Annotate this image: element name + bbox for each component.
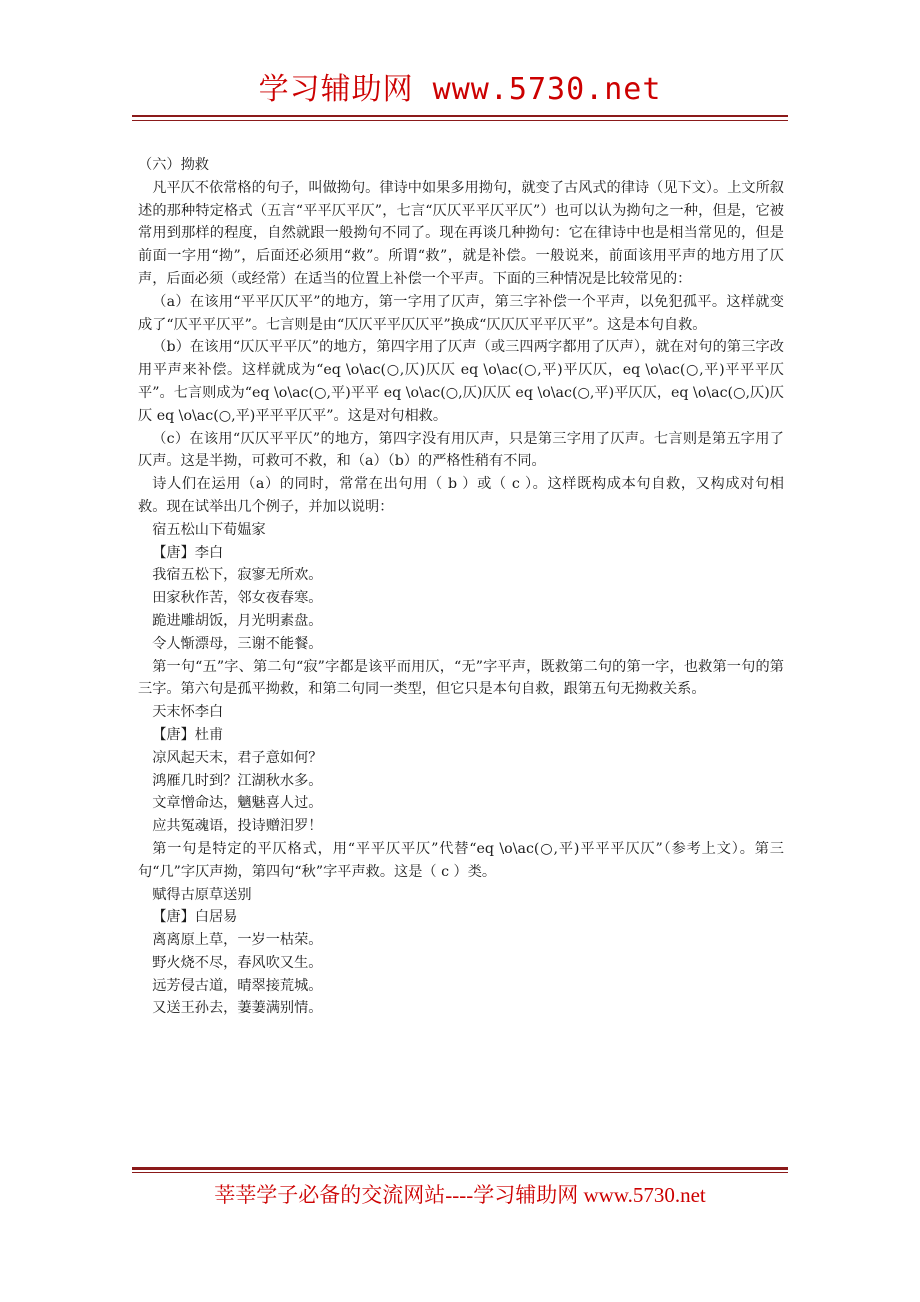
paragraph: 令人惭漂母，三谢不能餐。 (152, 635, 323, 652)
document-body (138, 154, 784, 1020)
page-footer: 莘莘学子必备的交流网站----学习辅助网 www.5730.net (214, 1183, 706, 1207)
paragraph: 应共冤魂语，投诗赠汨罗！ (152, 818, 323, 835)
paragraph: （c）在该用“仄仄平平仄”的地方，第四字没有用仄声，只是第三字用了仄声。七言则是第五字用了 仄声。这是半拗，可救可不救，和（a）（b）的严格性稍有不同。 (138, 430, 784, 470)
paragraph: 凡平仄不依常格的句子，叫做拗句。律诗中如果多用拗句，就变了古风式的律诗（见下文）。上文所叙述的那种特定格式（五言“平平仄平仄”，七言“仄仄平平仄平仄”）也可以认为拗句之一种，但是，它被常用到那样的程度，自然就跟一般拗句不同了。现在再谈几种拗句：它在律诗中也是相当常见的，但是前面一字用“拗”，后面还必须用“救”。所谓“救”，就是补偿。一般说来，前面该用平声的地方用了仄声，后面必须（或经常）在适当的位置上补偿一个平声。下面的三种情况是比较常见的： (138, 179, 784, 287)
paragraph: （a）在该用“平平仄仄平”的地方，第一字用了仄声，第三字补偿一个平声，以免犯孤平。这样就变成了“仄平平仄平”。七言则是由“仄仄平平仄仄平”换成“仄仄仄平平仄平”。这是本句自救。 (138, 293, 784, 333)
paragraph: 离离原上草，一岁一枯荣。 (152, 932, 323, 949)
paragraph: 宿五松山下荀媪家 (152, 521, 266, 538)
header-divider (132, 115, 788, 117)
header-divider-thin (132, 120, 788, 121)
paragraph: 远芳侵古道，晴翠接荒城。 (152, 977, 323, 994)
paragraph: 天末怀李白 (152, 704, 224, 721)
paragraph: 第一句是特定的平仄格式，用“平平仄平仄”代替“eq \o\ac(○,平)平平平仄仄”（参考上文）。第三句“几”字仄声拗，第四句“秋”字平声救。这是（ c ）类。 (138, 840, 784, 880)
paragraph: 野火烧不尽，春风吹又生。 (152, 954, 323, 971)
paragraph: 文章憎命达，魑魅喜人过。 (152, 795, 323, 812)
paragraph: 【唐】杜甫 (152, 726, 224, 743)
paragraph: （b）在该用“仄仄平平仄”的地方，第四字用了仄声（或三四两字都用了仄声），就在对句的第三字改用平声来补偿。这样就成为“eq \o\ac(○,仄)仄仄 eq \o\ac(○,平)平仄仄，eq \o\ac(○,平)平平平仄平”。七言则成为“eq \o\ac(○,平)平平 eq \o\ac(○,仄)仄仄 eq \o\ac(○,平)平仄仄，eq \o\ac(○,仄)仄仄 eq \o\ac(○,平)平平平仄平”。这是对句相救。 (138, 339, 784, 424)
paragraph: 又送王孙去，萋萋满别情。 (152, 1000, 323, 1017)
paragraph: 鸿雁几时到？江湖秋水多。 (152, 772, 323, 789)
footer-divider-thin (132, 1172, 788, 1173)
paragraph: 【唐】白居易 (152, 909, 238, 926)
paragraph: 【唐】李白 (152, 544, 224, 561)
paragraph: 第一句“五”字、第二句“寂”字都是该平而用仄，“无”字平声，既救第二句的第一字，也救第一句的第三字。第六句是孤平拗救，和第二句同一类型，但它只是本句自救，跟第五句无拗救关系。 (138, 658, 784, 698)
paragraph: 跪进雕胡饭，月光明素盘。 (152, 612, 323, 629)
paragraph: 诗人们在运用（a）的同时，常常在出句用（ b ）或（ c ）。这样既构成本句自救，又构成对句相救。现在试举出几个例子，并加以说明： (138, 476, 784, 515)
paragraph: 凉风起天末，君子意如何？ (152, 749, 323, 766)
paragraph: 赋得古原草送别 (152, 886, 252, 903)
paragraph: 我宿五松下，寂寥无所欢。 (152, 567, 323, 584)
paragraph: 田家秋作苦，邻女夜春寒。 (152, 590, 323, 607)
page-header-title: 学习辅助网 www.5730.net (258, 72, 662, 107)
paragraph: （六）拗救 (138, 157, 209, 173)
footer-divider (132, 1167, 788, 1170)
